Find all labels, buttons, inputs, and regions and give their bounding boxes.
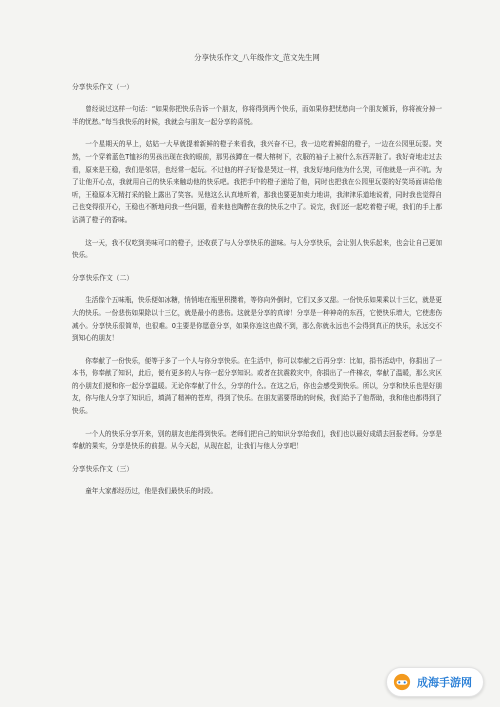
section-3 [72, 463, 442, 498]
game-controller-logo-icon [393, 673, 411, 691]
section-heading: 分享快乐作文（一） [72, 82, 134, 91]
paragraph: 这一天，我不仅吃到美味可口的橙子，还收获了与人分享快乐的滋味。与人分享快乐，会让别人快乐起来，也会让自己更加快乐。 [72, 238, 442, 260]
watermark-badge [386, 667, 484, 697]
section-1 [72, 81, 442, 262]
page-title: 分享快乐作文_八年级作文_范文先生网 [194, 53, 320, 62]
paragraph: 一个星期天的早上，姑姑一大早就提着新鲜的橙子来看我，我兴奋不已，我一边吃着鲜甜的橙子，一边在公园里玩耍。突然，一个穿着蓝色T恤衫的男孩出现在我的眼前，那男孩蹲在一棵大榕树下，衣服的袖子上被什么东西弄脏了。我好奇地走过去看，原来是王稳，我们是邻居，也经常一起玩。不过他的样子好像是哭过一样，我发好地问他为什么哭，可他就是一声不吭。为了让他开心点，我就用自己的快乐来触动他的快乐吧。我把手中的橙子递给了他，同时也把我在公园里玩耍的好笑场面讲给他听，王稳原本无精打采的脸上露出了笑容。见他这么认真地听着，那我也要更加卖力地讲，我津津乐道地说着，同时我也觉得自己也变得很开心，王稳也不断地问我一些问题，看来他也陶醉在我的快乐之中了。说完，我们还一起吃着橙子呢，我们的手上都沾满了橙子的香味。 [72, 140, 442, 224]
section-heading: 分享快乐作文（二） [72, 273, 134, 282]
paragraph: 生活像个五味瓶，快乐便如冰糖，悄悄地在瓶里积攒着，等你向外倒时，它们又多又甜。一份快乐如果乘以十三亿，就是更大的快乐。一份悲伤如果除以十三亿，就是最小的悲伤。这就是分享的真谛！分享是一种神奇的东西，它使快乐增大，它使悲伤减小。分享快乐很简单，也很难。0主要是你愿意分享，如果你连这也做不到，那么你就永远也不会得到真正的快乐，永远交不到知心的朋友！ [72, 296, 442, 343]
paragraph: 一个人的快乐分享开来，别的朋友也能得到快乐。老师们把自己的知识分享给我们，我们也以最好成绩去回报老师。分享是奉献的果实，分享是快乐的前提。从今天起，从现在起，让我们与他人分享吧！ [72, 429, 442, 451]
paragraph: 曾经说过这样一句话：“如果你把快乐告诉一个朋友，你将得到两个快乐，而如果你把忧愁向一个朋友倾诉，你将被分掉一半的忧愁。”每当我快乐的时候，我就会与朋友一起分享的喜悦。 [72, 105, 442, 126]
watermark-text: 成海手游网 [417, 676, 472, 689]
article [72, 52, 442, 508]
paragraph: 你奉献了一份快乐，便等于多了一个人与你分享快乐。在生活中，你可以奉献之后再分享：比如，捐书活动中，你捐出了一本书，你奉献了知识，此后，便有更多的人与你一起分享知识。或者在抗震救灾中，你捐出了一件棉衣，奉献了温暖，那么灾区的小朋友们便和你一起分享温暖。无论你奉献了什么，分享的什么。在这之后，你也会感受到快乐。所以，分享和快乐也是好朋友，你与他人分享了知识后，填满了精神的苍库，得到了快乐。在朋友需要帮助的时候，我们给予了他帮助，我和他也都得到了快乐。 [72, 356, 442, 416]
paragraph: 童年大家都经历过，他是我们最快乐的时段。 [85, 487, 218, 496]
section-2 [72, 272, 442, 453]
section-heading: 分享快乐作文（三） [72, 464, 134, 473]
